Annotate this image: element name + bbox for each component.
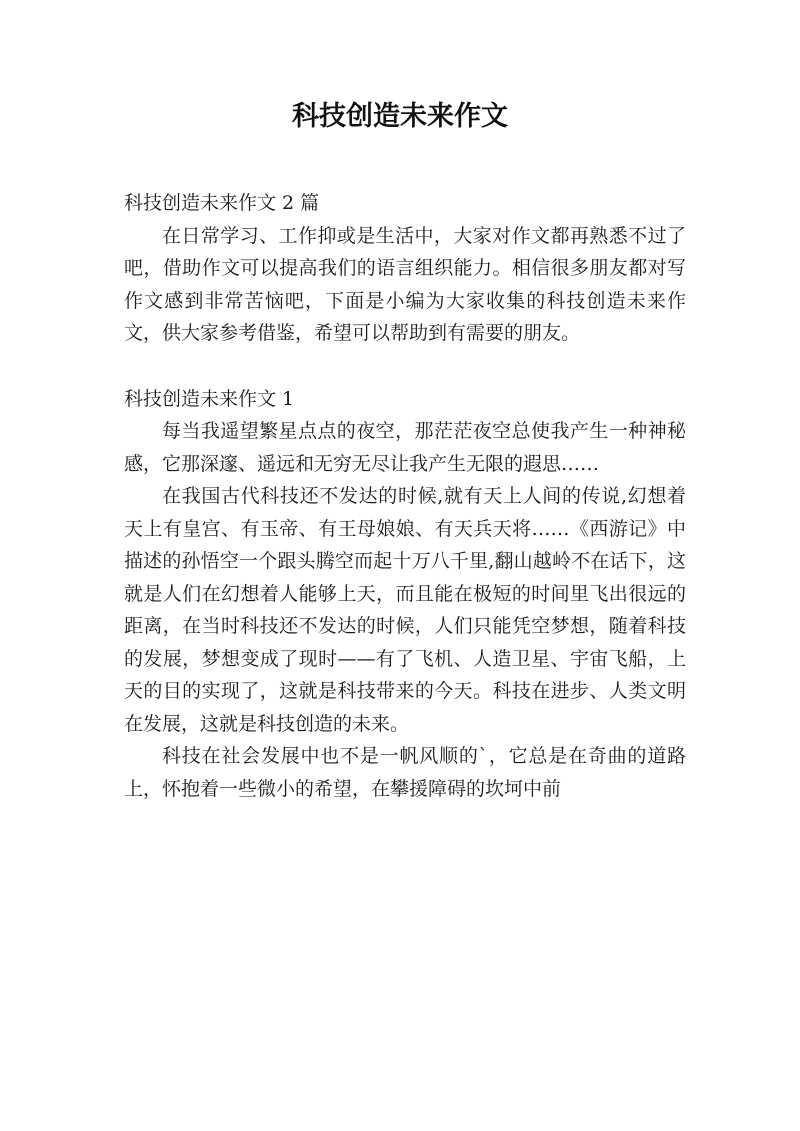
- paragraph-intro: 在日常学习、工作抑或是生活中，大家对作文都再熟悉不过了吧，借助作文可以提高我们的语言组织能力。相信很多朋友都对写作文感到非常苦恼吧，下面是小编为大家收集的科技创造未来作文，供大家参考借鉴，希望可以帮助到有需要的朋友。: [124, 224, 686, 344]
- document-body: [124, 187, 686, 805]
- paragraph-3: 科技在社会发展中也不是一帆风顺的`，它总是在奇曲的道路上，怀抱着一些微小的希望，在攀援障碍的坎坷中前: [124, 745, 686, 800]
- document-title: 科技创造未来作文: [292, 101, 508, 132]
- section-spacer: [124, 350, 686, 383]
- paragraph-1: 每当我遥望繁星点点的夜空，那茫茫夜空总使我产生一种神秘感，它那深邃、遥远和无穷无尽让我产生无限的遐思……: [124, 420, 686, 475]
- section-heading-1: 科技创造未来作文 1: [124, 387, 295, 410]
- paragraph-2: 在我国古代科技还不发达的时候,就有天上人间的传说,幻想着天上有皇宫、有玉帝、有王母娘娘、有天兵天将……《西游记》中描述的孙悟空一个跟头腾空而起十万八千里,翻山越岭不在话下，这就是人们在幻想着人能够上天，而且能在极短的时间里飞出很远的距离，在当时科技还不发达的时候，人们只能凭空梦想，随着科技的发展，梦想变成了现时——有了飞机、人造卫星、宇宙飞船，上天的目的实现了，这就是科技带来的今天。科技在进步、人类文明在发展，这就是科技创造的未来。: [124, 485, 686, 735]
- section-heading-intro: 科技创造未来作文 2 篇: [124, 192, 320, 214]
